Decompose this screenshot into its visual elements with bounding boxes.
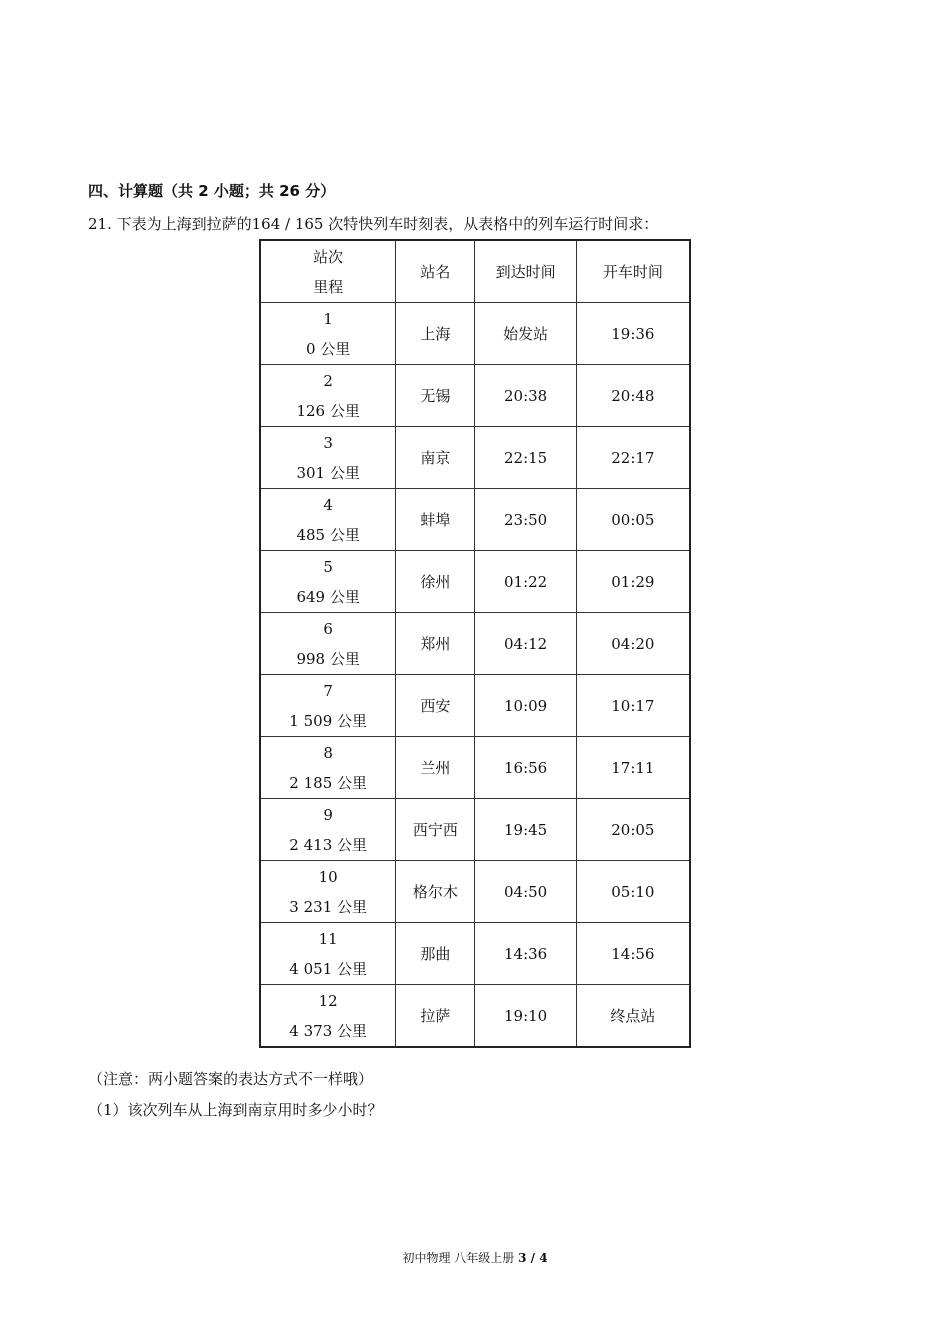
arrive-time: 22:15 — [475, 427, 576, 489]
arrive-time: 20:38 — [475, 365, 576, 427]
cell-no-dist — [260, 861, 396, 923]
station-distance: 2 413 公里 — [289, 835, 368, 854]
arrive-time: 23:50 — [475, 489, 576, 551]
cell-no-dist — [260, 551, 396, 613]
depart-time: 05:10 — [576, 861, 690, 923]
station-distance: 126 公里 — [296, 401, 360, 420]
depart-time: 20:05 — [576, 799, 690, 861]
station-name: 格尔木 — [396, 861, 475, 923]
cell-no-dist — [260, 303, 396, 365]
station-name: 那曲 — [396, 923, 475, 985]
cell-no-dist — [260, 427, 396, 489]
table-row — [260, 551, 690, 613]
note-text: （注意：两小题答案的表达方式不一样哦） — [88, 1070, 374, 1088]
table-row — [260, 303, 690, 365]
cell-no-dist — [260, 675, 396, 737]
header-station-name: 站名 — [396, 240, 475, 303]
station-no: 6 — [323, 619, 333, 638]
header-arrive-time: 到达时间 — [475, 240, 576, 303]
page-footer — [0, 1249, 950, 1266]
depart-time: 10:17 — [576, 675, 690, 737]
depart-time: 20:48 — [576, 365, 690, 427]
station-distance: 485 公里 — [296, 525, 360, 544]
depart-time: 14:56 — [576, 923, 690, 985]
station-distance: 0 公里 — [306, 339, 351, 358]
table-row — [260, 365, 690, 427]
header-no-dist — [260, 240, 396, 303]
depart-time: 17:11 — [576, 737, 690, 799]
depart-time: 19:36 — [576, 303, 690, 365]
station-distance: 649 公里 — [296, 587, 360, 606]
footer-subject: 初中物理 八年级上册 — [402, 1251, 515, 1265]
cell-no-dist — [260, 613, 396, 675]
cell-no-dist — [260, 923, 396, 985]
station-name: 郑州 — [396, 613, 475, 675]
header-station-no: 站次 — [313, 247, 344, 266]
table-row — [260, 861, 690, 923]
depart-time: 01:29 — [576, 551, 690, 613]
station-no: 4 — [323, 495, 333, 514]
station-no: 7 — [323, 681, 333, 700]
cell-no-dist — [260, 985, 396, 1048]
table-row — [260, 613, 690, 675]
depart-time: 22:17 — [576, 427, 690, 489]
station-name: 徐州 — [396, 551, 475, 613]
footer-page-number: 3 / 4 — [518, 1251, 548, 1265]
station-no: 1 — [323, 309, 333, 328]
arrive-time: 04:50 — [475, 861, 576, 923]
arrive-time: 10:09 — [475, 675, 576, 737]
station-distance: 2 185 公里 — [289, 773, 368, 792]
table-row — [260, 985, 690, 1048]
arrive-time: 始发站 — [475, 303, 576, 365]
question-21-text: 21. 下表为上海到拉萨的164 / 165 次特快列车时刻表，从表格中的列车运行时间求： — [88, 215, 659, 233]
subquestion-1: （1）该次列车从上海到南京用时多少小时？ — [88, 1101, 383, 1119]
station-no: 3 — [323, 433, 333, 452]
station-no: 9 — [323, 805, 333, 824]
arrive-time: 04:12 — [475, 613, 576, 675]
station-name: 西安 — [396, 675, 475, 737]
cell-no-dist — [260, 489, 396, 551]
station-name: 蚌埠 — [396, 489, 475, 551]
arrive-time: 19:10 — [475, 985, 576, 1048]
cell-no-dist — [260, 737, 396, 799]
section-title: 四、计算题（共 2 小题；共 26 分） — [88, 182, 336, 200]
station-distance: 998 公里 — [296, 649, 360, 668]
table-header-row — [260, 240, 690, 303]
station-distance: 3 231 公里 — [289, 897, 368, 916]
station-name: 兰州 — [396, 737, 475, 799]
depart-time: 终点站 — [576, 985, 690, 1048]
station-name: 南京 — [396, 427, 475, 489]
arrive-time: 16:56 — [475, 737, 576, 799]
table-row — [260, 489, 690, 551]
header-distance: 里程 — [313, 277, 344, 296]
table-row — [260, 427, 690, 489]
station-no: 10 — [318, 867, 338, 886]
station-no: 8 — [323, 743, 333, 762]
cell-no-dist — [260, 365, 396, 427]
depart-time: 04:20 — [576, 613, 690, 675]
station-no: 2 — [323, 371, 333, 390]
header-depart-time: 开车时间 — [576, 240, 690, 303]
station-distance: 1 509 公里 — [289, 711, 368, 730]
table-row — [260, 923, 690, 985]
arrive-time: 14:36 — [475, 923, 576, 985]
station-name: 拉萨 — [396, 985, 475, 1048]
table-row — [260, 799, 690, 861]
station-no: 12 — [318, 991, 338, 1010]
cell-no-dist — [260, 799, 396, 861]
station-name: 西宁西 — [396, 799, 475, 861]
station-distance: 4 051 公里 — [289, 959, 368, 978]
station-name: 无锡 — [396, 365, 475, 427]
table-row — [260, 737, 690, 799]
train-timetable — [259, 239, 691, 1048]
station-no: 11 — [318, 929, 338, 948]
station-distance: 4 373 公里 — [289, 1021, 368, 1040]
station-distance: 301 公里 — [296, 463, 360, 482]
station-name: 上海 — [396, 303, 475, 365]
table-row — [260, 675, 690, 737]
arrive-time: 19:45 — [475, 799, 576, 861]
arrive-time: 01:22 — [475, 551, 576, 613]
station-no: 5 — [323, 557, 333, 576]
depart-time: 00:05 — [576, 489, 690, 551]
